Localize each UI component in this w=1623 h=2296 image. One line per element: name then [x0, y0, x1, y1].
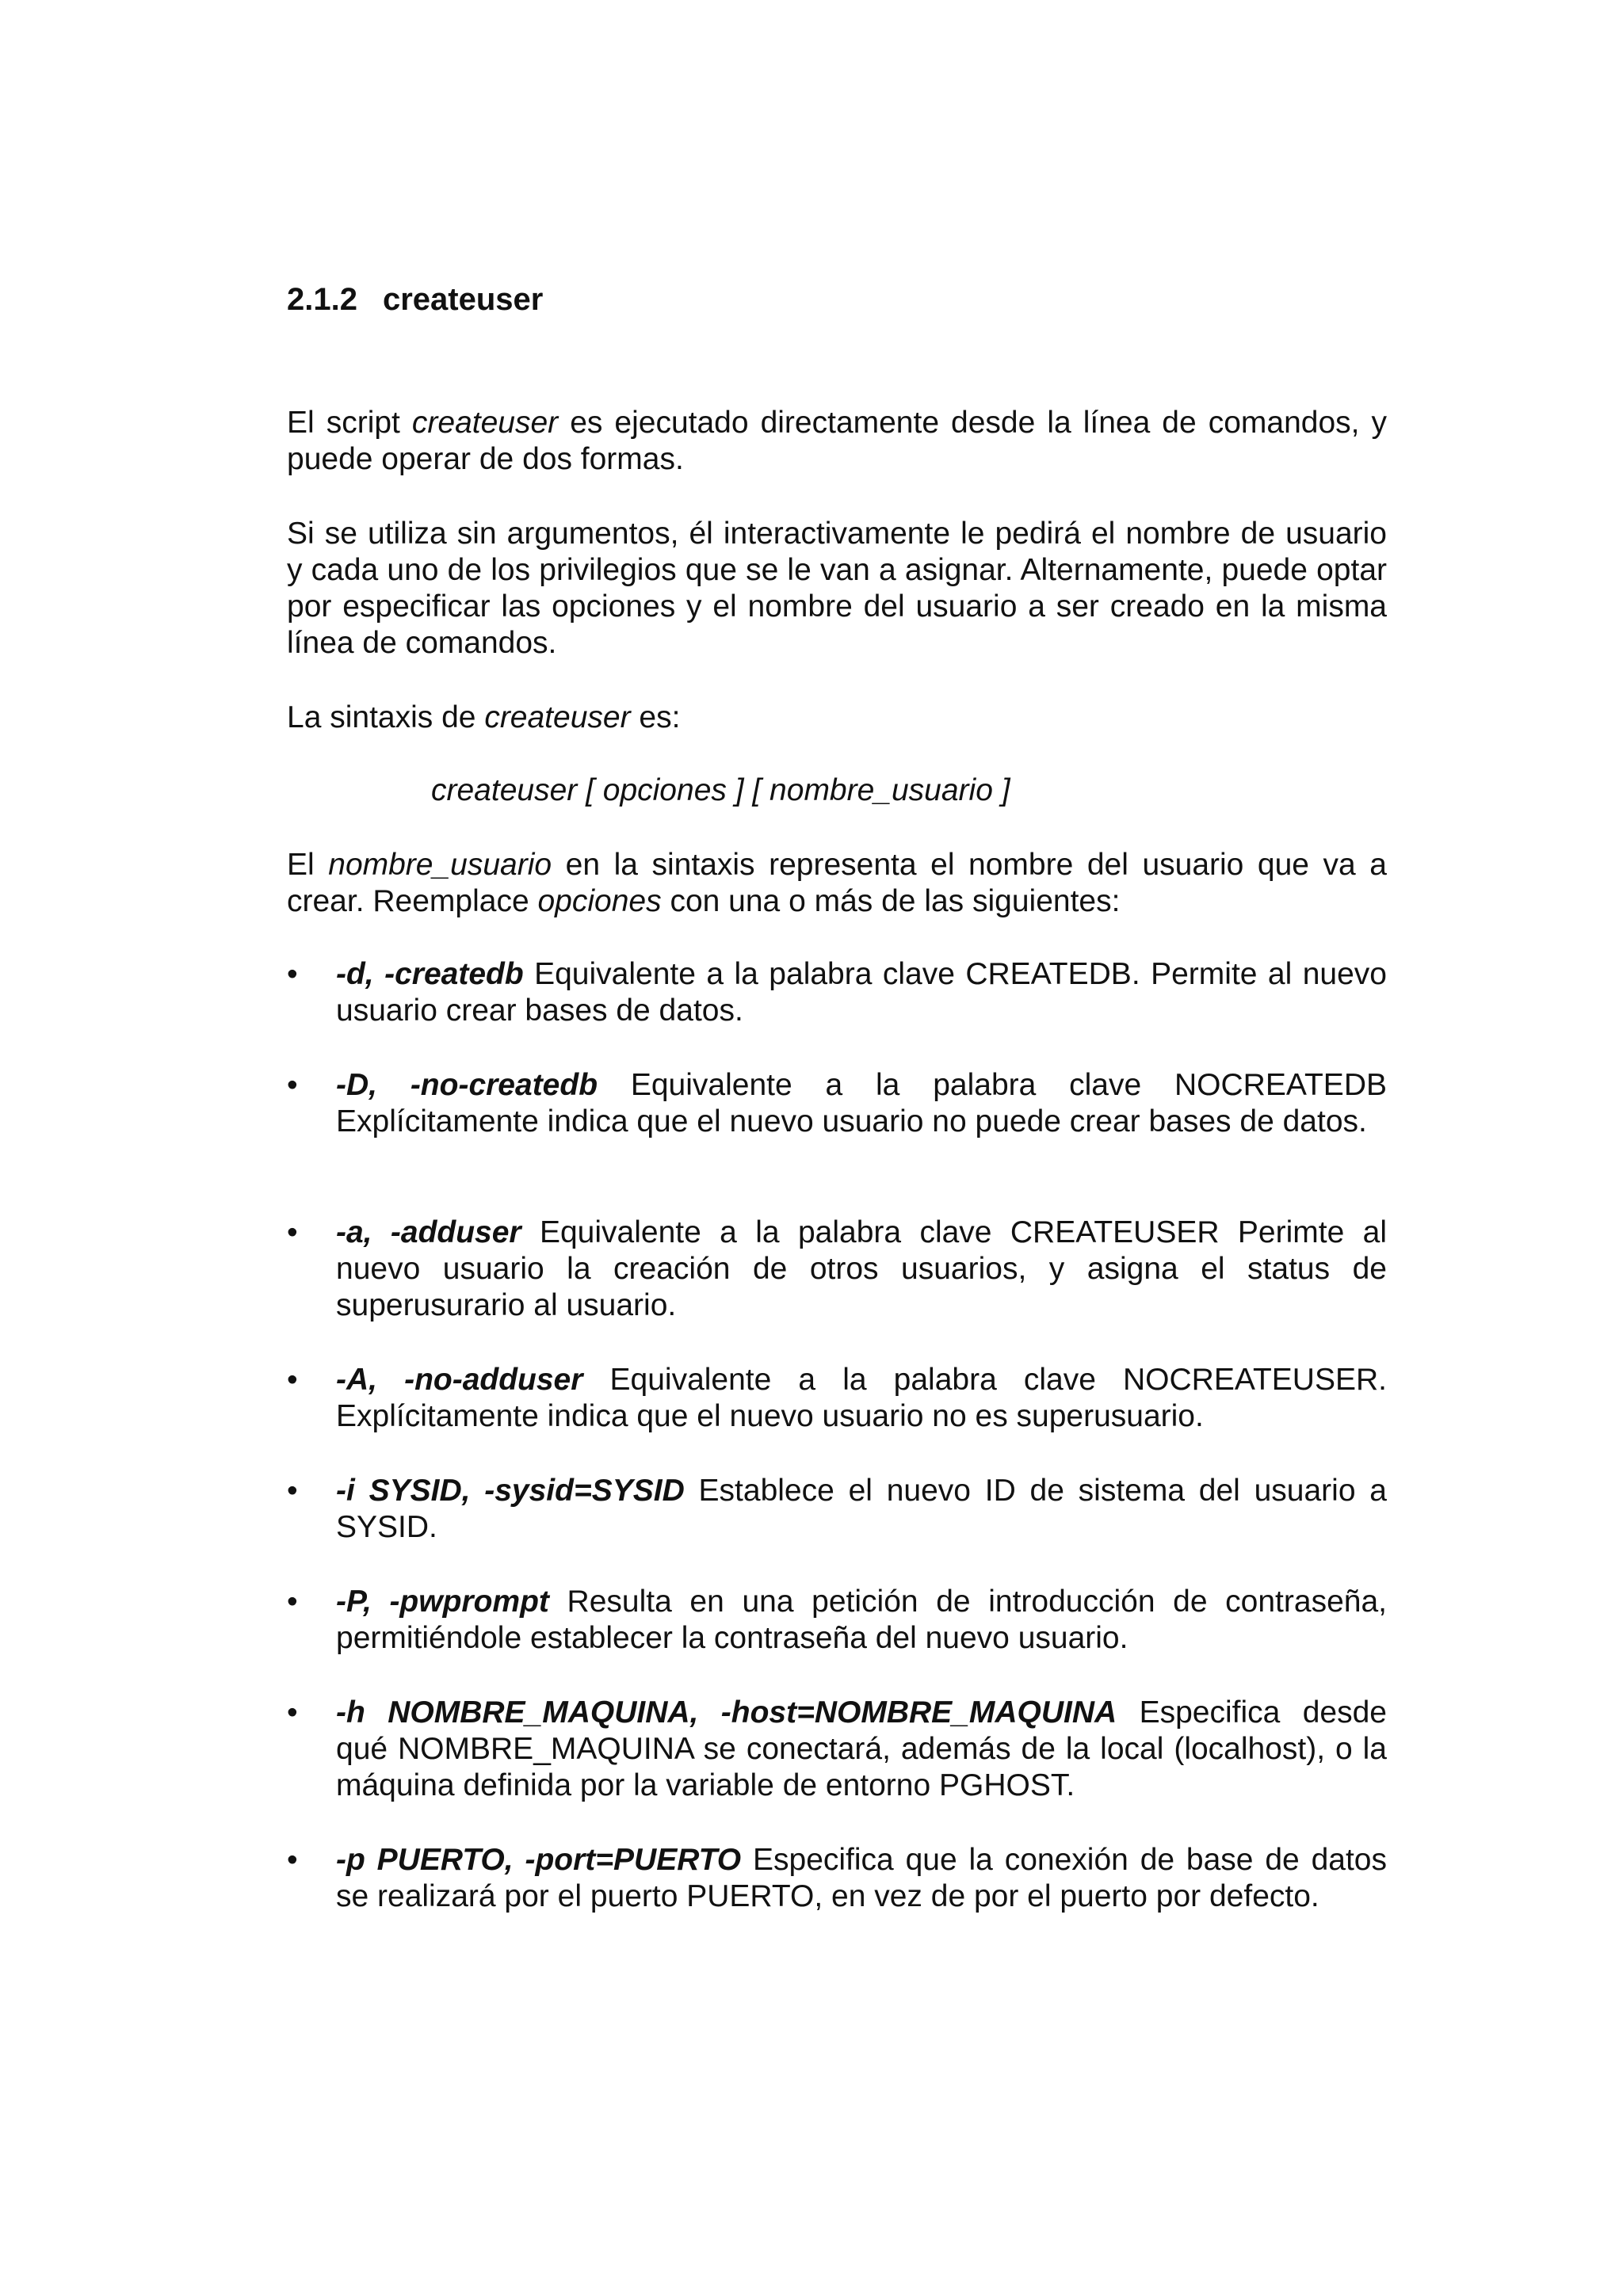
text-run: El script: [287, 406, 412, 440]
bullet-icon: •: [287, 1068, 298, 1102]
command-name: createuser: [484, 700, 631, 734]
option-description: Equivalente a la palabra clave CREATEUSER Perimte al nuevo usuario la creación de otros usuarios, y asigna el status de superusurario al usuario.: [336, 1215, 1387, 1322]
option-item: [287, 1473, 1387, 1546]
option-text: [336, 1362, 1387, 1435]
option-text: [336, 1842, 1387, 1915]
bullet-icon: •: [287, 1585, 298, 1619]
option-flag: -d, -createdb: [336, 957, 524, 991]
option-item: [287, 1067, 1387, 1140]
option-text: [336, 1473, 1387, 1546]
text-run: es:: [630, 700, 681, 734]
option-item: [287, 1695, 1387, 1804]
bullet-icon: •: [287, 1363, 298, 1397]
option-description: Equivalente a la palabra clave NOCREATEUSER. Explícitamente indica que el nuevo usuario no es superusuario.: [336, 1363, 1387, 1433]
option-description: Resulta en una petición de introducción de contraseña, permitiéndole establecer la contraseña del nuevo usuario.: [336, 1585, 1387, 1655]
intro-paragraph-4: [287, 847, 1387, 920]
option-flag: -h NOMBRE_MAQUINA, -host=NOMBRE_MAQUINA: [336, 1695, 1117, 1730]
intro-paragraph-1: [287, 405, 1387, 478]
option-description: Especifica desde qué NOMBRE_MAQUINA se conectará, además de la local (localhost), o la máquina definida por la variable de entorno PGHOST.: [336, 1695, 1387, 1802]
option-flag: -p PUERTO, -port=PUERTO: [336, 1843, 742, 1877]
option-text: [336, 1695, 1387, 1804]
section-number: 2.1.2: [287, 282, 357, 317]
syntax-line: createuser [ opciones ] [ nombre_usuario ]: [431, 773, 1010, 807]
option-item: [287, 1362, 1387, 1435]
param-name: opciones: [537, 884, 662, 918]
text-run: El: [287, 848, 329, 882]
option-text: [336, 1067, 1387, 1140]
option-flag: -a, -adduser: [336, 1215, 521, 1249]
bullet-icon: •: [287, 1695, 298, 1730]
option-flag: -P, -pwprompt: [336, 1585, 549, 1619]
option-description: Establece el nuevo ID de sistema del usuario a SYSID.: [336, 1474, 1387, 1544]
text-run: en la sintaxis representa el nombre del usuario que va a crear. Reemplace: [287, 848, 1387, 918]
option-flag: -A, -no-adduser: [336, 1363, 583, 1397]
option-item: [287, 1215, 1387, 1324]
bullet-icon: •: [287, 1843, 298, 1877]
option-text: [336, 1584, 1387, 1657]
option-item: [287, 956, 1387, 1029]
option-description: Equivalente a la palabra clave NOCREATEDB Explícitamente indica que el nuevo usuario no puede crear bases de datos.: [336, 1068, 1387, 1138]
intro-paragraph-2: Si se utiliza sin argumentos, él interactivamente le pedirá el nombre de usuario y cada uno de los privilegios que se le van a asignar. Alternamente, puede optar por especificar las opciones y el nombre del usuario a ser creado en la misma línea de comandos.: [287, 517, 1387, 660]
param-name: nombre_usuario: [328, 848, 552, 882]
bullet-icon: •: [287, 957, 298, 991]
option-description: Equivalente a la palabra clave CREATEDB. Permite al nuevo usuario crear bases de datos.: [336, 957, 1387, 1028]
option-flag: -i SYSID, -sysid=SYSID: [336, 1474, 685, 1508]
bullet-icon: •: [287, 1215, 298, 1249]
section-title: createuser: [382, 282, 544, 317]
bullet-icon: •: [287, 1474, 298, 1508]
text-run: La sintaxis de: [287, 700, 485, 734]
section-heading: [287, 281, 543, 318]
command-name: createuser: [411, 406, 559, 440]
intro-paragraph-3: [287, 700, 1387, 736]
option-flag: -D, -no-createdb: [336, 1068, 598, 1102]
option-item: [287, 1584, 1387, 1657]
option-text: [336, 956, 1387, 1029]
text-run: con una o más de las siguientes:: [661, 884, 1121, 918]
text-run: es ejecutado directamente desde la línea de comandos, y puede operar de dos formas.: [287, 406, 1387, 476]
option-text: [336, 1215, 1387, 1324]
option-description: Especifica que la conexión de base de datos se realizará por el puerto PUERTO, en vez de por el puerto por defecto.: [336, 1843, 1387, 1913]
option-item: [287, 1842, 1387, 1915]
